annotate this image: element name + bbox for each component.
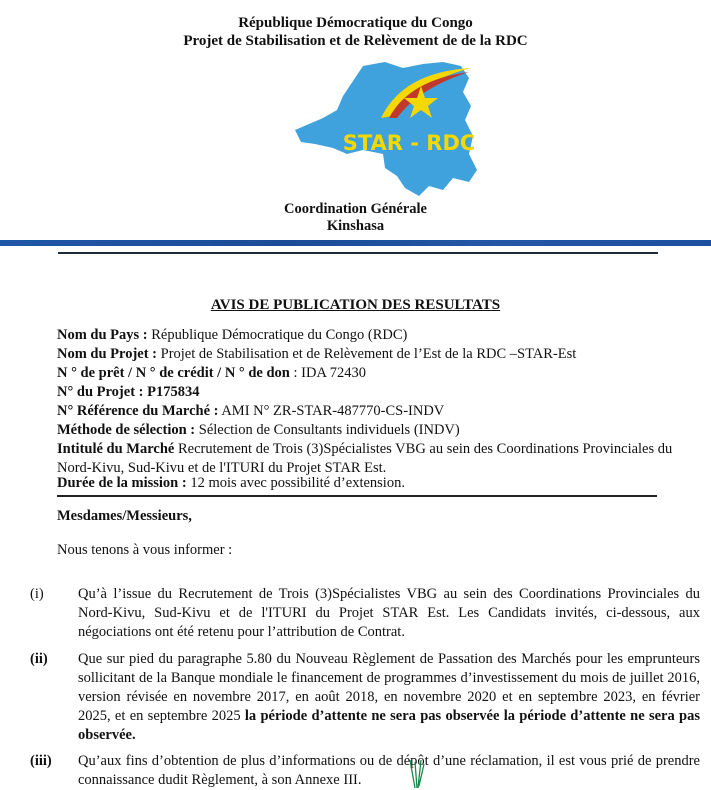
star-rdc-logo xyxy=(293,58,489,198)
item-number: (iii) xyxy=(30,753,52,769)
field-project-number: N° du Projet : P175834 xyxy=(57,384,200,400)
list-item: (iii) Qu’aux fins d’obtention de plus d’informations ou de dépôt d’une réclamation, il est vous prié de prendre connaissance dudit Règlement, à son Annexe III. xyxy=(30,753,700,788)
country-heading: République Démocratique du Congo xyxy=(238,15,473,31)
field-market-reference: N° Référence du Marché : AMI N° ZR-STAR-487770-CS-INDV xyxy=(57,403,445,419)
header-divider-blue xyxy=(0,240,711,246)
field-selection-method: Méthode de sélection : Sélection de Consultants individuels (INDV) xyxy=(57,422,460,438)
notice-title: AVIS DE PUBLICATION DES RESULTATS xyxy=(210,297,501,313)
item-number: (ii) xyxy=(30,651,48,667)
project-heading: Projet de Stabilisation et de Relèvement de de la RDC xyxy=(183,33,528,49)
field-mission-duration: Durée de la mission : 12 mois avec possibilité d’extension. xyxy=(57,474,657,497)
notice-fields xyxy=(57,326,697,478)
intro-text: Nous tenons à vous informer : xyxy=(57,542,233,558)
svg-text:STAR - RDC: STAR - RDC xyxy=(342,131,476,155)
drc-map-icon xyxy=(293,58,489,198)
list-item: (ii) Que sur pied du paragraphe 5.80 du Nouveau Règlement de Passation des Marchés pour les emprunteurs sollicitant de la Banque mondiale le financement de programmes d’investissement du mois de juillet 2016, version révisée en novembre 2017, en août 2018, en novembre 2020 et en septembre 2023, en février 2025, et en septembre 2025 la période d’attente ne sera pas observée la période d’attente ne sera pas observée. xyxy=(30,651,700,743)
field-country: Nom du Pays : République Démocratique du Congo (RDC) xyxy=(57,327,408,343)
item-number: (i) xyxy=(30,586,44,602)
field-project-name: Nom du Projet : Projet de Stabilisation et de Relèvement de l’Est de la RDC –STAR-Est xyxy=(57,346,577,362)
list-item: (i) Qu’à l’issue du Recrutement de Trois (3)Spécialistes VBG au sein des Coordinations Provinciales du Nord-Kivu, Sud-Kivu et de l'ITURI du Projet STAR Est. Les Candidats invités, ci-dessous, aux négociations ont été retenu pour l’attribution de Contrat. xyxy=(30,586,700,640)
signature-mark-icon xyxy=(407,760,427,788)
field-credit-number: N ° de prêt / N ° de crédit / N ° de don : IDA 72430 xyxy=(57,365,366,381)
coordination-label: Coordination Générale xyxy=(284,201,427,217)
header-divider-black xyxy=(58,252,658,254)
salutation: Mesdames/Messieurs, xyxy=(57,508,192,524)
field-market-title: Intitulé du Marché Recrutement de Trois (3)Spécialistes VBG au sein des Coordinations Provinciales du Nord-Kivu, Sud-Kivu et de l'ITURI du Projet STAR Est. xyxy=(57,441,673,476)
city-label: Kinshasa xyxy=(326,218,385,234)
